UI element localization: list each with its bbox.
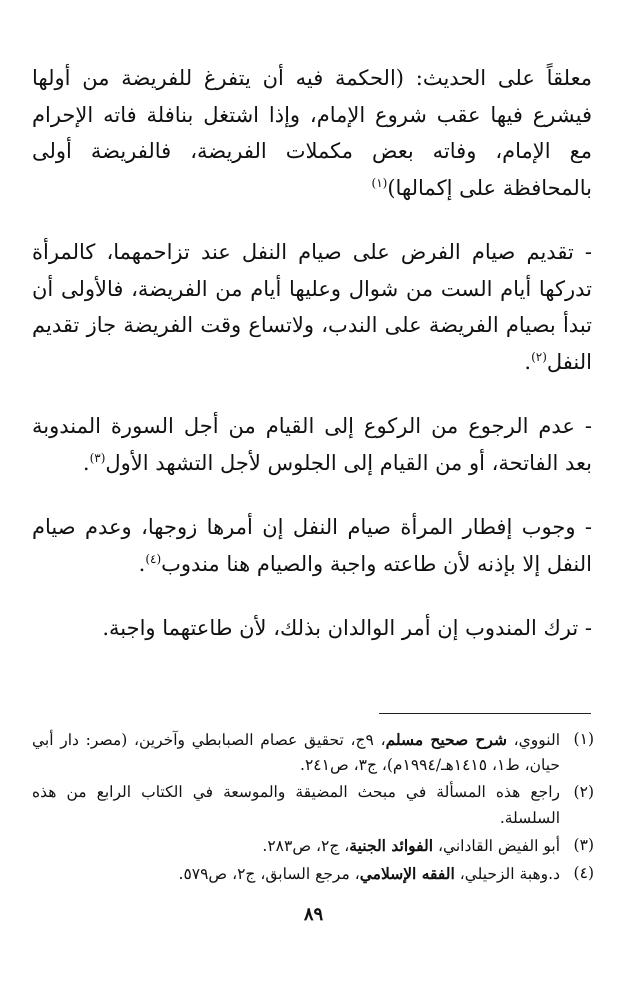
paragraph-text: - وجوب إفطار المرأة صيام النفل إن أمرها زوجها، وعدم صيام النفل إلا بإذنه لأن طاعته واجبة والصيام هنا مندوب — [32, 515, 592, 576]
footnote-ref[interactable]: (١) — [371, 175, 388, 190]
book-title: الفقه الإسلامي — [359, 864, 455, 883]
book-title: الفوائد الجنية — [349, 836, 434, 855]
footnote-text: د.وهبة الزحيلي، الفقه الإسلامي، مرجع السابق، ج٢، ص٥٧٩. — [178, 864, 560, 883]
footnote-ref[interactable]: (٤) — [145, 551, 162, 566]
footnote-text: النووي، شرح صحيح مسلم، ٩ج، تحقيق عصام الصبابطي وآخرين، (مصر: دار أبي حيان، ط١، ١٤١٥هـ/١٩٩٤م)، ج٣، ص٢٤١. — [32, 730, 560, 774]
footnote-number: (٣) — [573, 836, 594, 854]
paragraph-3: - عدم الرجوع من الركوع إلى القيام من أجل السورة المندوبة بعد الفاتحة، أو من القيام إلى الجلوس لأجل التشهد الأول$^{(٣)}$. — [32, 414, 592, 475]
footnote-2 — [32, 780, 594, 831]
footnote-text: أبو الفيض القاداني، الفوائد الجنية، ج٢، ص٢٨٣. — [262, 836, 560, 855]
footnote-number: (٢) — [573, 783, 594, 801]
footnote-number: (١) — [573, 730, 594, 748]
footnote-ref[interactable]: (٢) — [531, 349, 547, 364]
paragraph-text: معلقاً على الحديث: (الحكمة فيه أن يتفرغ للفريضة من أولها فيشرع فيها عقب شروع الإمام، وإذا اشتغل بنافلة فاته الإحرام مع الإمام، وفاته بعض مكملات الفريضة، فالفريضة أولى بالمحافظة على إكمالها) — [32, 66, 592, 200]
paragraph-text: - ترك المندوب إن أمر الوالدان بذلك، لأن طاعتهما واجبة. — [102, 616, 592, 640]
footnote-1 — [32, 727, 594, 778]
footnote-number: (٤) — [573, 864, 594, 882]
page-number: ٨٩ — [303, 904, 324, 925]
footnote-text: راجع هذه المسألة في مبحث المضيقة والموسعة في الكتاب الرابع من هذه السلسلة. — [32, 783, 560, 827]
footnotes — [32, 727, 594, 889]
footnote-separator — [379, 713, 591, 714]
paragraph-5 — [32, 610, 592, 647]
footnote-ref[interactable]: (٣) — [89, 450, 106, 465]
main-text — [32, 60, 592, 675]
paragraph-2: - تقديم صيام الفرض على صيام النفل عند تزاحمهما، كالمرأة تدركها أيام الست من شوال وعليها أيام من الفريضة، فالأولى أن تبدأ بصيام الفريضة على الندب، ولاتساع وقت الفريضة جاز تقديم النفل$^{(٢)}$. — [32, 240, 592, 374]
paragraph-4: - وجوب إفطار المرأة صيام النفل إن أمرها زوجها، وعدم صيام النفل إلا بإذنه لأن طاعته واجبة والصيام هنا مندوب$^{(٤)}$. — [32, 515, 592, 576]
paragraph-text: - عدم الرجوع من الركوع إلى القيام من أجل السورة المندوبة بعد الفاتحة، أو من القيام إلى الجلوس لأجل التشهد الأول — [32, 414, 592, 475]
footnote-4 — [32, 861, 594, 887]
paragraph-text: - تقديم صيام الفرض على صيام النفل عند تزاحمهما، كالمرأة تدركها أيام الست من شوال وعليها أيام من الفريضة، فالأولى أن تبدأ بصيام الفريضة على الندب، ولاتساع وقت الفريضة جاز تقديم النفل — [32, 240, 592, 374]
paragraph-1 — [32, 60, 592, 206]
footnote-3 — [32, 833, 594, 859]
book-title: شرح صحيح مسلم — [385, 730, 507, 749]
